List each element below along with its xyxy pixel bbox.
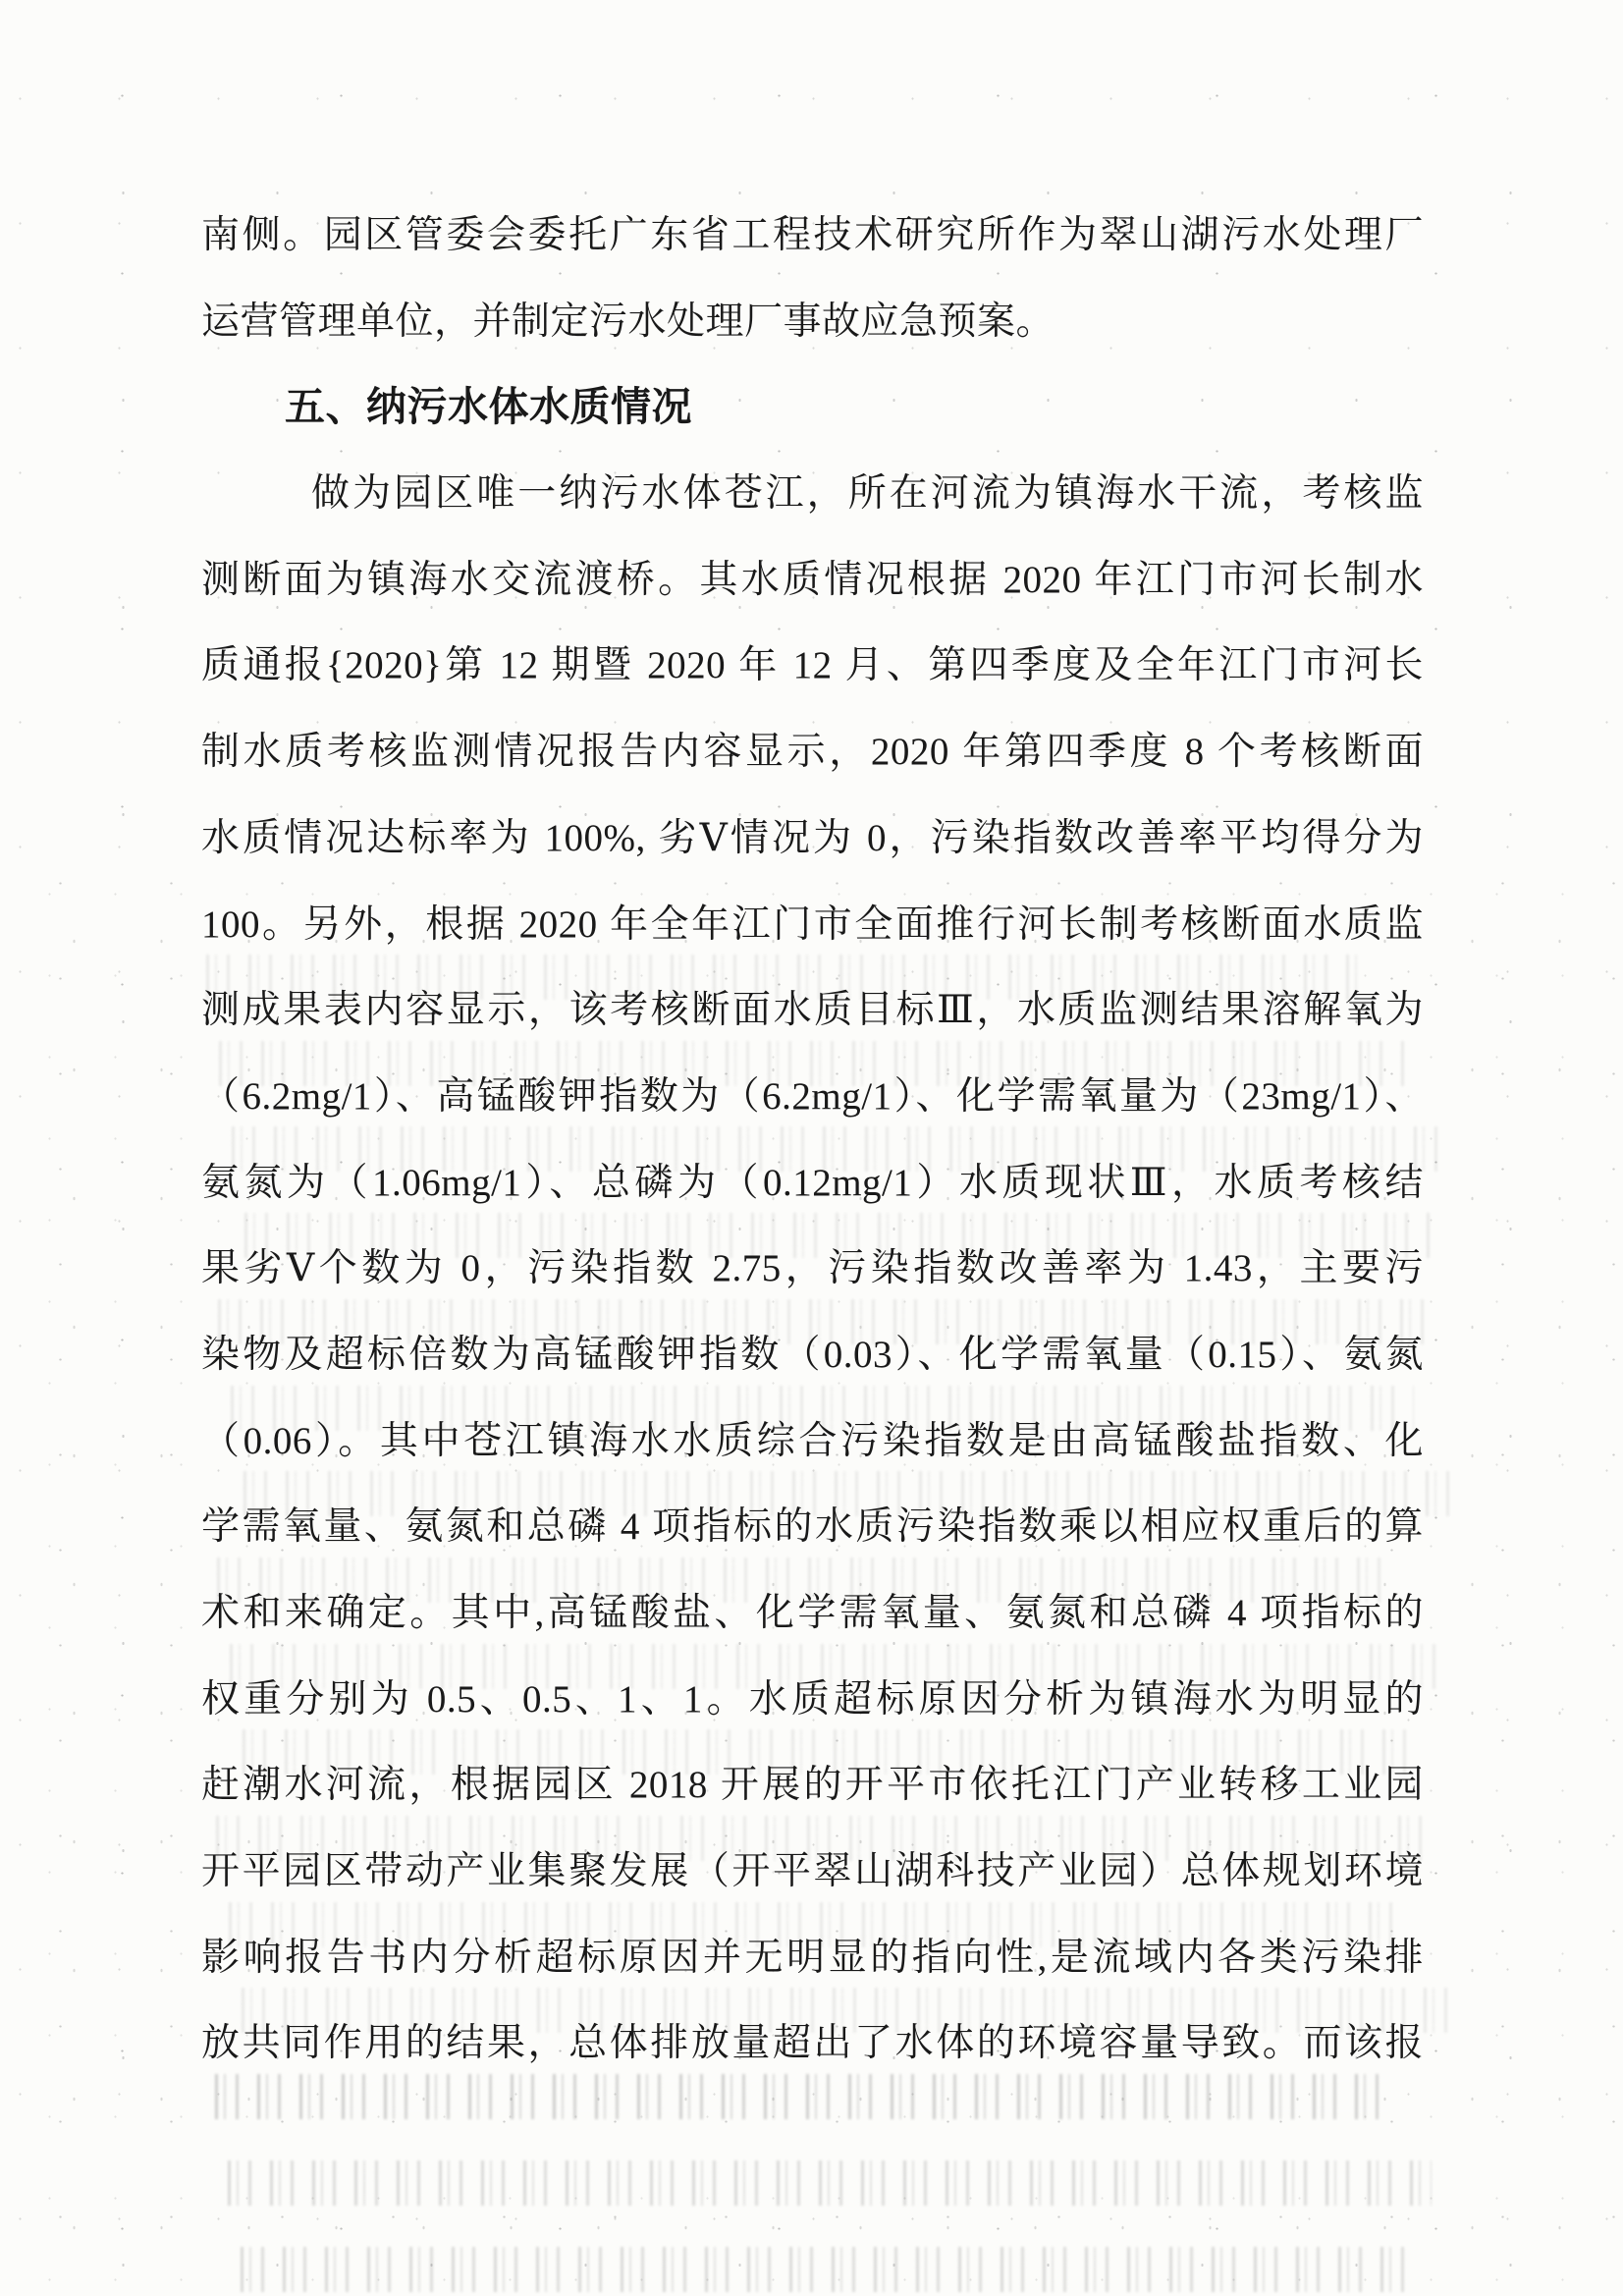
text-line: 影响报告书内分析超标原因并无明显的指向性,是流域内各类污染排 <box>201 1936 1424 1979</box>
bleed-through-artifact <box>228 2160 1432 2206</box>
text-line: （0.06）。其中苍江镇海水水质综合污染指数是由高锰酸盐指数、化 <box>201 1419 1424 1462</box>
text-line: 做为园区唯一纳污水体苍江，所在河流为镇海水干流，考核监 <box>311 472 1424 516</box>
text-line: 赶潮水河流，根据园区 2018 开展的开平市依托江门产业转移工业园 <box>201 1764 1424 1807</box>
text-line: 放共同作用的结果，总体排放量超出了水体的环境容量导致。而该报 <box>201 2022 1424 2065</box>
text-line: 果劣Ⅴ个数为 0，污染指数 2.75，污染指数改善率为 1.43，主要污 <box>201 1247 1424 1290</box>
document-text <box>201 192 1424 2087</box>
text-line: 制水质考核监测情况报告内容显示，2020 年第四季度 8 个考核断面 <box>201 731 1424 774</box>
bleed-through-artifact <box>241 2247 1414 2292</box>
text-line: 术和来确定。其中,高锰酸盐、化学需氧量、氨氮和总磷 4 项指标的 <box>201 1592 1424 1634</box>
text-line: 测成果表内容显示，该考核断面水质目标Ⅲ，水质监测结果溶解氧为 <box>201 989 1424 1032</box>
text-line: 水质情况达标率为 100%, 劣Ⅴ情况为 0，污染指数改善率平均得分为 <box>201 816 1424 859</box>
text-line: 氨氮为（1.06mg/1）、总磷为（0.12mg/1）水质现状Ⅲ，水质考核结 <box>201 1161 1424 1204</box>
text-line: 染物及超标倍数为高锰酸钾指数（0.03）、化学需氧量（0.15）、氨氮 <box>201 1333 1424 1376</box>
text-line: 权重分别为 0.5、0.5、1、1。水质超标原因分析为镇海水为明显的 <box>201 1677 1424 1721</box>
text-line: 质通报{2020}第 12 期暨 2020 年 12 月、第四季度及全年江门市河长 <box>201 644 1424 687</box>
text-line: 100。另外，根据 2020 年全年江门市全面推行河长制考核断面水质监 <box>201 902 1424 946</box>
text-line: 开平园区带动产业集聚发展（开平翠山湖科技产业园）总体规划环境 <box>201 1850 1424 1893</box>
text-line: 运营管理单位，并制定污水处理厂事故应急预案。 <box>201 300 1055 343</box>
text-line: （6.2mg/1）、高锰酸钾指数为（6.2mg/1）、化学需氧量为（23mg/1）、 <box>201 1074 1424 1118</box>
text-line: 测断面为镇海水交流渡桥。其水质情况根据 2020 年江门市河长制水 <box>201 558 1424 601</box>
text-line: 南侧。园区管委会委托广东省工程技术研究所作为翠山湖污水处理厂 <box>201 214 1424 256</box>
text-line: 学需氧量、氨氮和总磷 4 项指标的水质污染指数乘以相应权重后的算 <box>201 1505 1424 1549</box>
section-heading: 五、纳污水体水质情况 <box>285 384 692 430</box>
